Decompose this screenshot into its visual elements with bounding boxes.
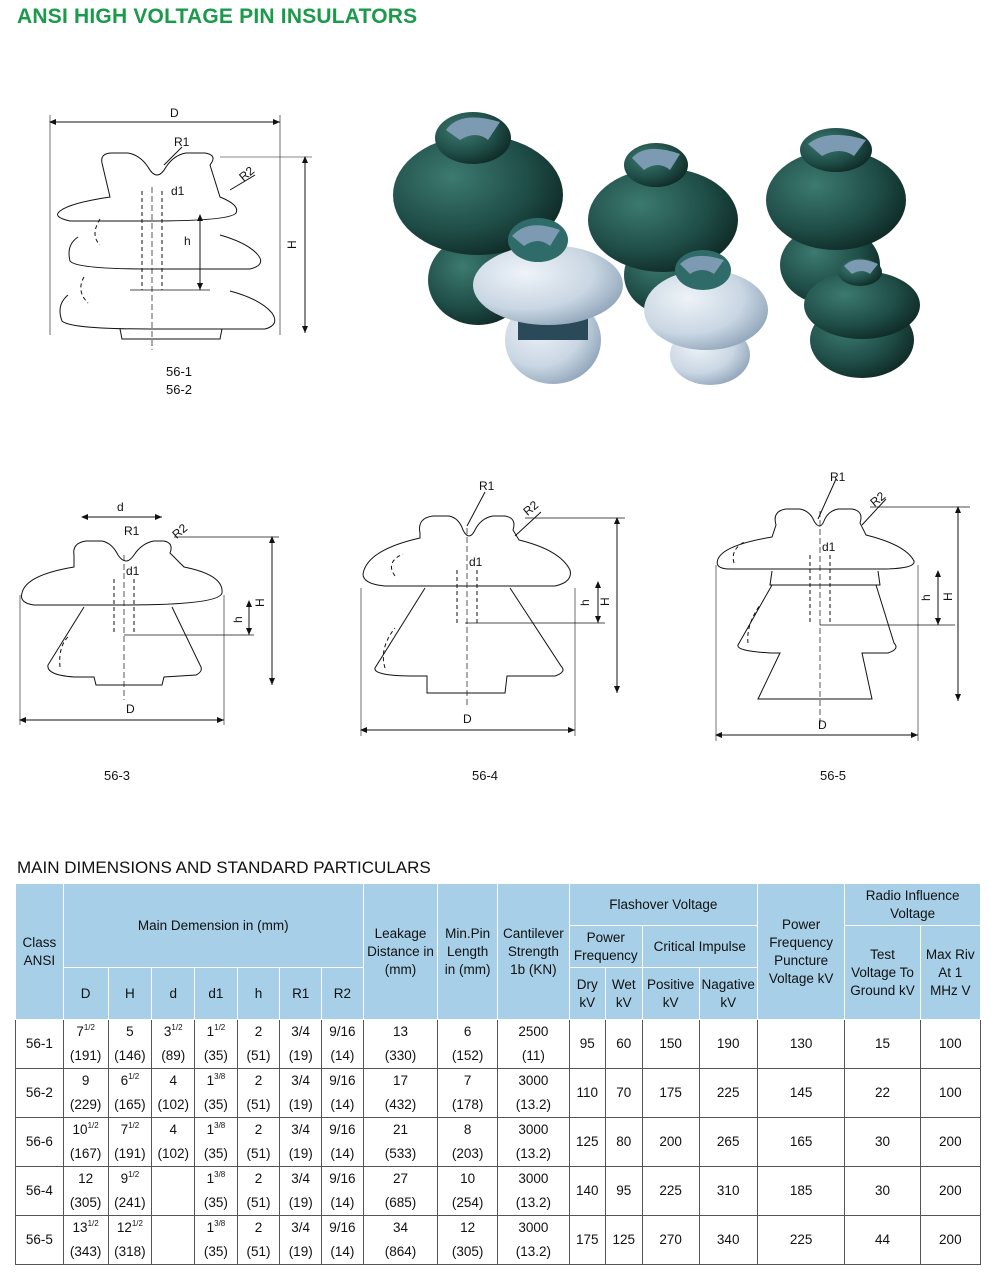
cell-h <box>237 1167 280 1216</box>
cell-d-inch: $3^{1/2}$ <box>163 1023 183 1039</box>
cell-leak-inch: 21 <box>392 1122 408 1137</box>
cell-max-riv: 100 <box>920 1020 980 1069</box>
cell-d <box>152 1167 195 1216</box>
cell-R1-inch: 3/4 <box>291 1220 311 1235</box>
label-R2: R2 <box>236 163 258 185</box>
cell-puncture: 165 <box>757 1118 844 1167</box>
cell-H-fraction: 1/2 <box>131 1219 143 1228</box>
header-dry: Dry kV <box>569 968 605 1020</box>
cell-class: 56-5 <box>16 1216 64 1265</box>
cell-leak-mm: (330) <box>384 1048 417 1063</box>
cell-pin-inch: 10 <box>460 1171 476 1186</box>
cell-pin-mm: (203) <box>451 1146 484 1161</box>
cell-R1-inch: 3/4 <box>291 1171 311 1186</box>
header-cantilever: Cantilever Strength 1b (KN) <box>497 884 569 1020</box>
header-main-dimension: Main Demension in (mm) <box>63 884 363 968</box>
cell-d1-mm: (35) <box>203 1146 228 1161</box>
cell-D-mm: (343) <box>69 1244 102 1259</box>
label-h: h <box>184 234 191 248</box>
cell-R2-mm: (14) <box>330 1195 355 1210</box>
cell-h-mm: (51) <box>246 1097 271 1112</box>
caption-56-2: 56-2 <box>166 382 193 397</box>
cell-R2-inch: 9/16 <box>329 1122 356 1137</box>
cell-d1 <box>195 1020 238 1069</box>
cell-H-inch: $7^{1/2}$ <box>120 1121 140 1137</box>
cell-h-mm: (51) <box>246 1244 271 1259</box>
cell-test-voltage: 30 <box>845 1167 920 1216</box>
cell-positive: 270 <box>642 1216 699 1265</box>
cell-R1-inch: 3/4 <box>291 1024 311 1039</box>
cell-R2-inch: 9/16 <box>329 1024 356 1039</box>
cell-negative: 265 <box>699 1118 757 1167</box>
cell-d-mm: (102) <box>157 1146 189 1161</box>
cell-puncture: 225 <box>757 1216 844 1265</box>
table-row <box>16 1069 981 1118</box>
cell-pin-inch: 8 <box>463 1122 472 1137</box>
cell-D-fraction: 1/2 <box>83 1023 95 1032</box>
cell-class: 56-6 <box>16 1118 64 1167</box>
header-power-frequency: Power Frequency <box>569 926 642 968</box>
cell-h-mm: (51) <box>246 1195 271 1210</box>
header-dim-D: D <box>63 968 108 1020</box>
cell-H <box>108 1020 152 1069</box>
cell-d1-fraction: 1/2 <box>214 1023 226 1032</box>
cell-D-inch: 12 <box>78 1171 94 1186</box>
cell-d1 <box>195 1216 238 1265</box>
cell-d1-fraction: 3/8 <box>214 1170 226 1179</box>
cell-H-fraction: 1/2 <box>128 1170 140 1179</box>
cell-puncture: 185 <box>757 1167 844 1216</box>
table-row <box>16 1216 981 1265</box>
header-radio: Radio Influence Voltage <box>845 884 981 926</box>
cell-pin <box>438 1216 498 1265</box>
cell-test-voltage: 44 <box>845 1216 920 1265</box>
cell-R1-mm: (19) <box>288 1097 313 1112</box>
cell-cant-inch: 3000 <box>518 1073 549 1088</box>
cell-d-inch: 4 <box>169 1073 177 1088</box>
header-flashover: Flashover Voltage <box>569 884 757 926</box>
cell-D-mm: (305) <box>69 1195 102 1210</box>
cell-D <box>63 1069 108 1118</box>
label-D: D <box>463 712 472 726</box>
cell-positive: 150 <box>642 1020 699 1069</box>
drawing-56-3 <box>14 495 284 730</box>
header-critical-impulse: Critical Impulse <box>642 926 757 968</box>
cell-R1-mm: (19) <box>288 1048 313 1063</box>
label-D: D <box>170 106 179 120</box>
header-positive: Positive kV <box>642 968 699 1020</box>
cell-leak-inch: 34 <box>392 1220 408 1235</box>
label-H: H <box>941 592 955 601</box>
cell-d <box>152 1216 195 1265</box>
cell-D-inch: 9 <box>81 1073 90 1088</box>
cell-R1-inch: 3/4 <box>291 1122 311 1137</box>
header-negative: Nagative kV <box>699 968 757 1020</box>
drawing-56-1-56-2 <box>40 95 320 350</box>
cell-h-inch: 2 <box>254 1073 263 1088</box>
cell-d1 <box>195 1069 238 1118</box>
cell-positive: 225 <box>642 1167 699 1216</box>
cell-R1-mm: (19) <box>288 1244 313 1259</box>
cell-max-riv: 200 <box>920 1118 980 1167</box>
cell-R2-inch: 9/16 <box>329 1171 356 1186</box>
cell-d1-inch: $1^{3/8}$ <box>206 1121 226 1137</box>
cell-leak <box>363 1216 438 1265</box>
cell-h-mm: (51) <box>246 1146 271 1161</box>
cell-H-mm: (241) <box>114 1195 146 1210</box>
cell-D-mm: (229) <box>69 1097 102 1112</box>
cell-cant <box>497 1118 569 1167</box>
header-dim-R2: R2 <box>322 968 364 1020</box>
label-H: H <box>598 597 612 606</box>
cell-d-inch: 4 <box>169 1122 177 1137</box>
cell-test-voltage: 22 <box>845 1069 920 1118</box>
cell-puncture: 145 <box>757 1069 844 1118</box>
cell-H <box>108 1118 152 1167</box>
cell-cant <box>497 1020 569 1069</box>
cell-H-inch: $6^{1/2}$ <box>120 1072 140 1088</box>
cell-H-mm: (191) <box>114 1146 146 1161</box>
cell-cant <box>497 1167 569 1216</box>
cell-pin-mm: (152) <box>451 1048 484 1063</box>
cell-R2 <box>322 1118 364 1167</box>
cell-D <box>63 1216 108 1265</box>
cell-H-fraction: 1/2 <box>128 1121 140 1130</box>
cell-D-fraction: 1/2 <box>87 1219 99 1228</box>
cell-wet: 60 <box>605 1020 642 1069</box>
cell-cant-mm: (13.2) <box>515 1195 552 1210</box>
cell-pin-mm: (178) <box>451 1097 484 1112</box>
cell-D-mm: (191) <box>69 1048 102 1063</box>
cell-D-inch: $10^{1/2}$ <box>72 1121 99 1137</box>
cell-R2-inch: 9/16 <box>329 1220 356 1235</box>
cell-pin <box>438 1069 498 1118</box>
cell-leak <box>363 1167 438 1216</box>
cell-D <box>63 1118 108 1167</box>
cell-dry: 175 <box>569 1216 605 1265</box>
header-leakage: Leakage Distance in (mm) <box>363 884 438 1020</box>
cell-cant-inch: 3000 <box>518 1171 549 1186</box>
cell-d1-mm: (35) <box>203 1195 228 1210</box>
cell-leak-inch: 17 <box>392 1073 408 1088</box>
cell-D-inch: $13^{1/2}$ <box>72 1219 99 1235</box>
cell-wet: 95 <box>605 1167 642 1216</box>
cell-pin-mm: (305) <box>451 1244 484 1259</box>
cell-leak <box>363 1020 438 1069</box>
page-title: ANSI HIGH VOLTAGE PIN INSULATORS <box>17 5 418 28</box>
cell-leak-mm: (685) <box>384 1195 417 1210</box>
table-row <box>16 1020 981 1069</box>
label-h: h <box>578 599 592 606</box>
label-H: H <box>285 240 299 249</box>
cell-cant <box>497 1069 569 1118</box>
cell-leak-mm: (533) <box>384 1146 417 1161</box>
cell-d1 <box>195 1167 238 1216</box>
label-R2: R2 <box>520 497 542 519</box>
cell-cant <box>497 1216 569 1265</box>
cell-R1 <box>280 1118 322 1167</box>
cell-H-mm: (165) <box>114 1097 146 1112</box>
cell-H <box>108 1167 152 1216</box>
cell-pin <box>438 1118 498 1167</box>
cell-pin <box>438 1020 498 1069</box>
cell-negative: 310 <box>699 1167 757 1216</box>
cell-cant-inch: 3000 <box>518 1220 549 1235</box>
header-dim-H: H <box>108 968 152 1020</box>
header-dim-R1: R1 <box>280 968 322 1020</box>
cell-leak <box>363 1069 438 1118</box>
label-d1: d1 <box>822 540 836 554</box>
cell-max-riv: 200 <box>920 1167 980 1216</box>
cell-d1-fraction: 3/8 <box>214 1219 226 1228</box>
cell-pin-inch: 12 <box>460 1220 476 1235</box>
cell-H <box>108 1216 152 1265</box>
cell-H-inch: $9^{1/2}$ <box>120 1170 140 1186</box>
cell-test-voltage: 30 <box>845 1118 920 1167</box>
label-R1: R1 <box>830 470 846 484</box>
header-test-voltage: Test Voltage To Ground kV <box>845 926 920 1020</box>
cell-R1-inch: 3/4 <box>291 1073 311 1088</box>
cell-R1 <box>280 1216 322 1265</box>
cell-d1-mm: (35) <box>203 1048 228 1063</box>
cell-cant-inch: 2500 <box>518 1024 549 1039</box>
label-d1: d1 <box>126 564 140 578</box>
caption-56-5: 56-5 <box>820 768 847 783</box>
cell-R2 <box>322 1216 364 1265</box>
spec-table <box>15 883 981 1265</box>
cell-leak-inch: 13 <box>392 1024 408 1039</box>
label-R1: R1 <box>479 479 495 493</box>
cell-D-inch: $7^{1/2}$ <box>76 1023 95 1039</box>
cell-class: 56-1 <box>16 1020 64 1069</box>
cell-h <box>237 1020 280 1069</box>
cell-R2-inch: 9/16 <box>329 1073 356 1088</box>
cell-puncture: 130 <box>757 1020 844 1069</box>
cell-H <box>108 1069 152 1118</box>
cell-d1-inch: $1^{3/8}$ <box>206 1072 226 1088</box>
cell-d1-inch: $1^{3/8}$ <box>206 1219 226 1235</box>
cell-dry: 140 <box>569 1167 605 1216</box>
cell-class: 56-2 <box>16 1069 64 1118</box>
label-d: d <box>117 500 124 514</box>
cell-d1-fraction: 3/8 <box>214 1121 226 1130</box>
cell-wet: 125 <box>605 1216 642 1265</box>
cell-R2 <box>322 1069 364 1118</box>
cell-pin <box>438 1167 498 1216</box>
cell-h-inch: 2 <box>254 1122 263 1137</box>
cell-leak <box>363 1118 438 1167</box>
caption-56-4: 56-4 <box>472 768 499 783</box>
cell-d-inch <box>154 1216 192 1240</box>
cell-leak-inch: 27 <box>392 1171 408 1186</box>
label-D: D <box>126 702 135 716</box>
cell-H-mm: (318) <box>114 1244 146 1259</box>
table-row <box>16 1167 981 1216</box>
cell-max-riv: 200 <box>920 1216 980 1265</box>
label-R1: R1 <box>124 524 140 538</box>
cell-wet: 80 <box>605 1118 642 1167</box>
header-wet: Wet kV <box>605 968 642 1020</box>
cell-h <box>237 1118 280 1167</box>
cell-d1-mm: (35) <box>203 1244 228 1259</box>
cell-H-inch: 5 <box>126 1024 134 1039</box>
cell-d <box>152 1069 195 1118</box>
cell-positive: 175 <box>642 1069 699 1118</box>
cell-R1 <box>280 1020 322 1069</box>
label-R2: R2 <box>867 488 889 510</box>
cell-R1 <box>280 1167 322 1216</box>
cell-d1 <box>195 1118 238 1167</box>
header-max-riv: Max Riv At 1 MHz V <box>920 926 980 1020</box>
cell-dry: 125 <box>569 1118 605 1167</box>
cell-negative: 225 <box>699 1069 757 1118</box>
cell-dry: 95 <box>569 1020 605 1069</box>
cell-pin-inch: 7 <box>463 1073 472 1088</box>
cell-H-fraction: 1/2 <box>128 1072 140 1081</box>
header-min-pin: Min.Pin Length in (mm) <box>438 884 498 1020</box>
label-h: h <box>231 616 245 623</box>
spec-table-body <box>16 1020 981 1265</box>
label-R2: R2 <box>169 520 191 542</box>
cell-R2-mm: (14) <box>330 1146 355 1161</box>
drawing-56-5 <box>710 465 985 745</box>
cell-positive: 200 <box>642 1118 699 1167</box>
cell-R1 <box>280 1069 322 1118</box>
cell-d-mm <box>154 1240 192 1264</box>
cell-R2-mm: (14) <box>330 1244 355 1259</box>
cell-D-fraction: 1/2 <box>87 1121 99 1130</box>
cell-negative: 190 <box>699 1020 757 1069</box>
header-dim-d1: d1 <box>195 968 238 1020</box>
cell-h-inch: 2 <box>254 1024 263 1039</box>
label-h: h <box>919 594 933 601</box>
cell-R1-mm: (19) <box>288 1146 313 1161</box>
header-dim-d: d <box>152 968 195 1020</box>
cell-R2 <box>322 1020 364 1069</box>
cell-R1-mm: (19) <box>288 1195 313 1210</box>
drawing-56-4 <box>355 478 635 738</box>
caption-56-1: 56-1 <box>166 364 193 379</box>
cell-d1-inch: $1^{3/8}$ <box>206 1170 226 1186</box>
cell-H-mm: (146) <box>114 1048 146 1063</box>
cell-D-mm: (167) <box>69 1146 102 1161</box>
cell-pin-mm: (254) <box>451 1195 484 1210</box>
cell-cant-mm: (11) <box>521 1048 545 1063</box>
cell-wet: 70 <box>605 1069 642 1118</box>
cell-d1-inch: $1^{1/2}$ <box>206 1023 226 1039</box>
table-row <box>16 1118 981 1167</box>
caption-56-3: 56-3 <box>104 768 131 783</box>
cell-D <box>63 1020 108 1069</box>
cell-d-fraction: 1/2 <box>171 1023 183 1032</box>
cell-d <box>152 1020 195 1069</box>
cell-cant-mm: (13.2) <box>515 1244 552 1259</box>
cell-d-mm: (102) <box>157 1097 189 1112</box>
label-D: D <box>818 718 827 732</box>
cell-cant-mm: (13.2) <box>515 1146 552 1161</box>
cell-d1-mm: (35) <box>203 1097 228 1112</box>
cell-pin-inch: 6 <box>463 1024 472 1039</box>
label-d1: d1 <box>469 555 483 569</box>
cell-h-inch: 2 <box>254 1220 263 1235</box>
cell-cant-inch: 3000 <box>518 1122 549 1137</box>
cell-d-inch <box>154 1167 192 1191</box>
cell-h-mm: (51) <box>246 1048 271 1063</box>
cell-cant-mm: (13.2) <box>515 1097 552 1112</box>
label-R1: R1 <box>174 135 190 149</box>
cell-dry: 110 <box>569 1069 605 1118</box>
cell-H-inch: $12^{1/2}$ <box>116 1219 143 1235</box>
cell-class: 56-4 <box>16 1167 64 1216</box>
cell-d-mm <box>154 1191 192 1215</box>
cell-R2-mm: (14) <box>330 1097 355 1112</box>
cell-d <box>152 1118 195 1167</box>
label-d1: d1 <box>171 184 185 198</box>
cell-h <box>237 1069 280 1118</box>
cell-negative: 340 <box>699 1216 757 1265</box>
cell-R2 <box>322 1167 364 1216</box>
insulators-photo <box>388 100 938 390</box>
cell-h-inch: 2 <box>254 1171 263 1186</box>
cell-test-voltage: 15 <box>845 1020 920 1069</box>
cell-leak-mm: (864) <box>384 1244 417 1259</box>
label-H: H <box>253 598 267 607</box>
cell-R2-mm: (14) <box>330 1048 355 1063</box>
cell-leak-mm: (432) <box>384 1097 417 1112</box>
cell-max-riv: 100 <box>920 1069 980 1118</box>
cell-d1-fraction: 3/8 <box>214 1072 226 1081</box>
cell-d-mm: (89) <box>161 1048 186 1063</box>
header-class: Class ANSI <box>16 884 64 1020</box>
cell-h <box>237 1216 280 1265</box>
cell-D <box>63 1167 108 1216</box>
header-dim-h: h <box>237 968 280 1020</box>
table-title: MAIN DIMENSIONS AND STANDARD PARTICULARS <box>17 858 431 877</box>
header-puncture: Power Frequency Puncture Voltage kV <box>757 884 844 1020</box>
